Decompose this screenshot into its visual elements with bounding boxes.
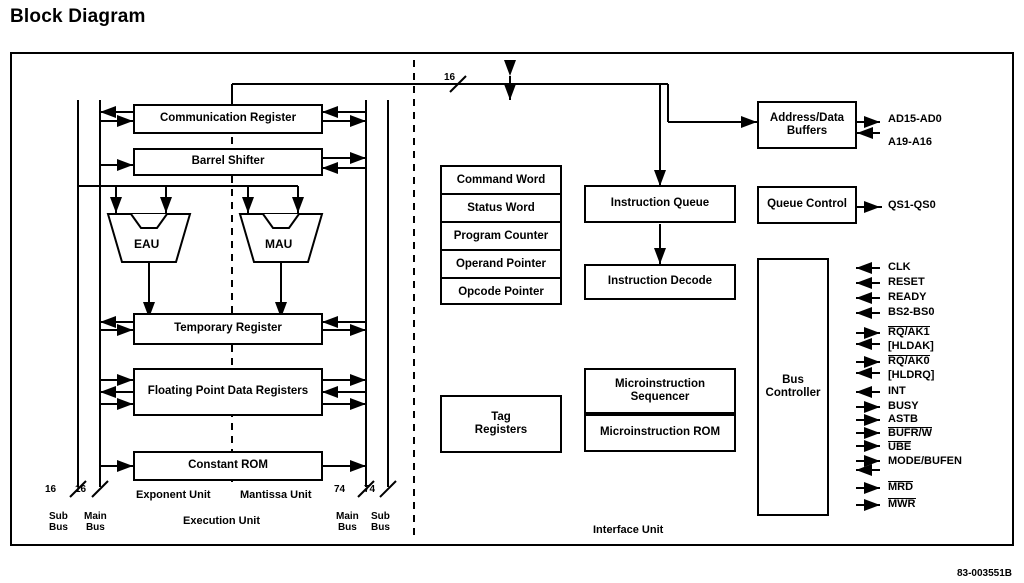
label-exponent-unit: Exponent Unit (136, 489, 211, 501)
block-constant-rom[interactable] (133, 451, 323, 481)
block-barrel-shifter[interactable] (133, 148, 323, 176)
signal-rq-ak0 (888, 355, 930, 368)
signal-reset: RESET (888, 276, 925, 288)
block-label-line1: Microinstruction (614, 377, 706, 390)
bus-label-line2: Bus (337, 522, 357, 533)
bus-label-sub-bus-left (49, 511, 68, 533)
signal-mrd (888, 481, 913, 494)
register-stack[interactable] (440, 165, 562, 305)
block-label: Queue Control (767, 198, 847, 211)
bus-width-74-right-a: 74 (334, 484, 346, 495)
signal-hldak: [HLDAK] (888, 340, 934, 352)
bus-width-16-top: 16 (444, 72, 456, 83)
block-queue-control[interactable] (757, 186, 857, 224)
register-command-word[interactable]: Command Word (442, 167, 560, 195)
block-label-line1: Tag (491, 410, 511, 423)
block-floating-point-data-registers[interactable] (133, 368, 323, 416)
block-address-data-buffers[interactable] (757, 101, 857, 149)
label-execution-unit: Execution Unit (183, 515, 261, 527)
bus-width-74-right-b: 74 (364, 484, 376, 495)
bus-label-line1: Sub (49, 511, 68, 522)
block-label-line2: Registers (474, 424, 528, 436)
label-interface-unit: Interface Unit (593, 524, 664, 536)
bus-label-line1: Main (336, 511, 359, 522)
signal-text: BUFR/W (888, 427, 932, 439)
block-label-line2: Sequencer (630, 391, 690, 403)
signal-rq-ak1 (888, 326, 930, 339)
block-label-line2: Buffers (786, 125, 828, 137)
signal-text: RQ/AK1 (888, 326, 930, 338)
signal-ad15-ad0: AD15-AD0 (888, 113, 942, 125)
signal-a19-a16: A19-A16 (888, 136, 933, 148)
register-operand-pointer[interactable]: Operand Pointer (442, 251, 560, 279)
signal-hldrq: [HLDRQ] (888, 369, 935, 381)
block-label: Temporary Register (174, 322, 282, 335)
signal-mwr (888, 498, 916, 511)
bus-label-main-bus-right (336, 511, 359, 533)
bus-width-16-left-b: 16 (75, 484, 87, 495)
signal-bs2-bs0: BS2-BS0 (888, 306, 935, 318)
block-label: Barrel Shifter (191, 155, 265, 168)
bus-label-line2: Bus (371, 522, 390, 533)
document-code: 83-003551B (956, 568, 1012, 579)
signal-int: INT (888, 385, 906, 397)
signal-bufr-w (888, 427, 932, 440)
block-label-line1: Address/Data (769, 111, 845, 124)
block-communication-register[interactable] (133, 104, 323, 134)
bus-label-line2: Bus (49, 522, 68, 533)
block-tag-registers[interactable] (440, 395, 562, 453)
bus-label-main-bus-left (84, 511, 107, 533)
page-title: Block Diagram (10, 6, 146, 27)
register-program-counter[interactable]: Program Counter (442, 223, 560, 251)
signal-mode-bufen: MODE/BUFEN (888, 455, 962, 467)
signal-clk: CLK (888, 261, 911, 273)
register-opcode-pointer[interactable]: Opcode Pointer (458, 286, 544, 298)
block-label-line1: Bus (782, 373, 804, 386)
label-mantissa-unit: Mantissa Unit (240, 489, 312, 501)
signal-text: MWR (888, 498, 916, 510)
bus-label-sub-bus-right (371, 511, 390, 533)
signal-ube (888, 441, 911, 454)
block-label: Microinstruction ROM (599, 426, 721, 439)
signal-astb: ASTB (888, 413, 918, 425)
register-status-word[interactable]: Status Word (442, 195, 560, 223)
block-instruction-queue[interactable] (584, 185, 736, 223)
bus-label-line1: Main (84, 511, 107, 522)
block-instruction-decode[interactable] (584, 264, 736, 300)
block-microinstruction-rom[interactable] (584, 414, 736, 452)
block-label: Instruction Decode (607, 275, 713, 288)
block-label: Constant ROM (188, 459, 268, 472)
signal-text: MRD (888, 481, 914, 493)
bus-label-line1: Sub (371, 511, 390, 522)
signal-text: RQ/AK0 (888, 355, 930, 367)
bus-width-16-left-a: 16 (45, 484, 57, 495)
block-label: Communication Register (159, 112, 297, 125)
block-bus-controller[interactable] (757, 258, 829, 516)
block-mau-label: MAU (265, 237, 293, 251)
block-temporary-register[interactable] (133, 313, 323, 345)
signal-busy: BUSY (888, 400, 919, 412)
block-eau-label: EAU (134, 237, 160, 251)
block-label-line2: Controller (765, 387, 821, 399)
block-label: Floating Point Data Registers (147, 385, 309, 398)
signal-text: UBE (888, 441, 912, 453)
signal-ready: READY (888, 291, 927, 303)
bus-label-line2: Bus (85, 522, 105, 533)
signal-qs1-qs0: QS1-QS0 (888, 199, 936, 211)
block-label: Instruction Queue (610, 197, 710, 210)
block-microinstruction-sequencer[interactable] (584, 368, 736, 414)
